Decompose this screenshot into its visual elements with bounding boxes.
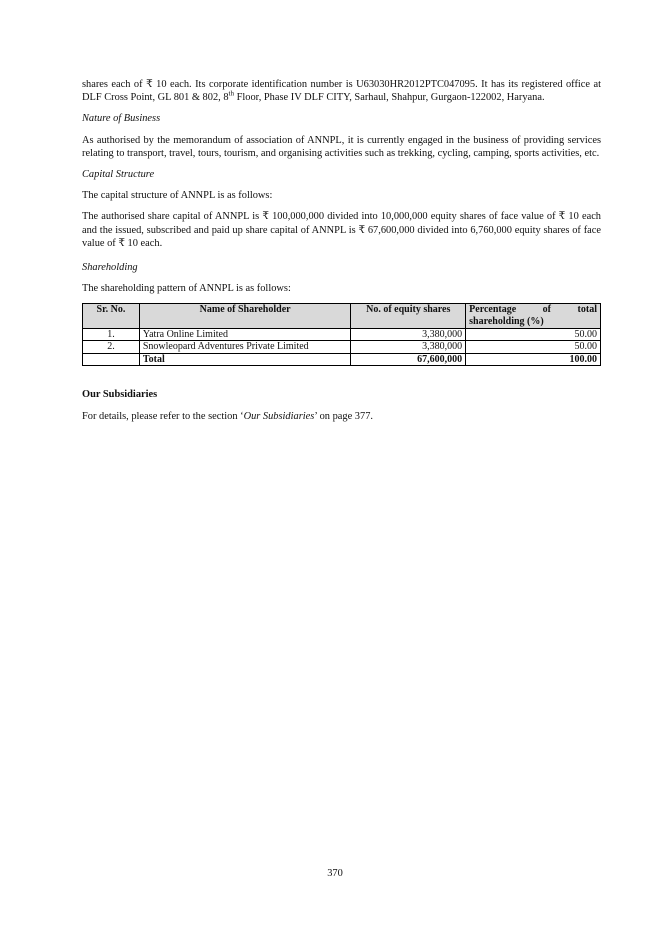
subsidiaries-paragraph (82, 410, 601, 423)
document-body (82, 78, 601, 423)
shareholding-table (82, 303, 601, 366)
table-row (83, 328, 601, 341)
table-row (83, 341, 601, 354)
capital-paragraph: The authorised share capital of ANNPL is ₹ 100,000,000 divided into 10,000,000 equity shares of face value of ₹ 10 each and the issued, subscribed and paid up share capital of ANNPL is ₹ 67,600,000 divided into 6,760,000 equity shares of face value of ₹ 10 each. (82, 211, 601, 249)
subsidiaries-text-part2: ’ on page 377. (314, 410, 373, 422)
intro-superscript: th (228, 89, 234, 98)
capital-intro: The capital structure of ANNPL is as follows: (82, 190, 273, 202)
row-percentage: 50.00 (466, 328, 601, 341)
capital-heading: Capital Structure (82, 169, 155, 181)
header-pct-word3: total (577, 304, 597, 316)
intro-text-part2: Floor, Phase IV DLF CITY, Sarhaul, Shahpur, Gurgaon-122002, Haryana. (234, 92, 545, 104)
intro-paragraph (82, 78, 601, 104)
total-percentage: 100.00 (466, 353, 601, 366)
row-equity-shares: 3,380,000 (351, 341, 466, 354)
row-shareholder-name: Yatra Online Limited (139, 328, 350, 341)
subsidiaries-section-reference: Our Subsidiaries (243, 410, 315, 422)
page-number: 370 (327, 868, 343, 879)
nature-heading: Nature of Business (82, 113, 161, 125)
row-sr-no: 2. (83, 341, 140, 354)
header-pct-line2: shareholding (%) (469, 316, 544, 328)
table-total-row (83, 353, 601, 366)
row-sr-no: 1. (83, 328, 140, 341)
table-header-row (83, 304, 601, 328)
total-label: Total (139, 353, 350, 366)
total-equity-shares: 67,600,000 (351, 353, 466, 366)
header-pct-word1: Percentage (469, 304, 517, 316)
nature-paragraph: As authorised by the memorandum of association of ANNPL, it is currently engaged in the business of providing services relating to transport, travel, tours, tourism, and organising activities such as trekking, cycling, camping, sports activities, etc. (82, 134, 601, 159)
shareholding-intro: The shareholding pattern of ANNPL is as follows: (82, 283, 291, 295)
subsidiaries-text-part1: For details, please refer to the section ‘ (82, 410, 244, 422)
header-percentage (466, 304, 601, 328)
header-sr-no: Sr. No. (83, 304, 140, 328)
row-percentage: 50.00 (466, 341, 601, 354)
header-pct-word2: of (542, 304, 552, 316)
header-shareholder-name: Name of Shareholder (139, 304, 350, 328)
total-sr-no (83, 353, 140, 366)
row-equity-shares: 3,380,000 (351, 328, 466, 341)
header-equity-shares: No. of equity shares (351, 304, 466, 328)
subsidiaries-heading: Our Subsidiaries (82, 389, 158, 401)
shareholding-heading: Shareholding (82, 262, 138, 274)
intro-text-part1: shares each of ₹ 10 each. Its corporate identification number is U63030HR2012PTC047095. It has its registered office at DLF Cross Point, GL 801 & 802, 8 (82, 79, 601, 104)
row-shareholder-name: Snowleopard Adventures Private Limited (139, 341, 350, 354)
